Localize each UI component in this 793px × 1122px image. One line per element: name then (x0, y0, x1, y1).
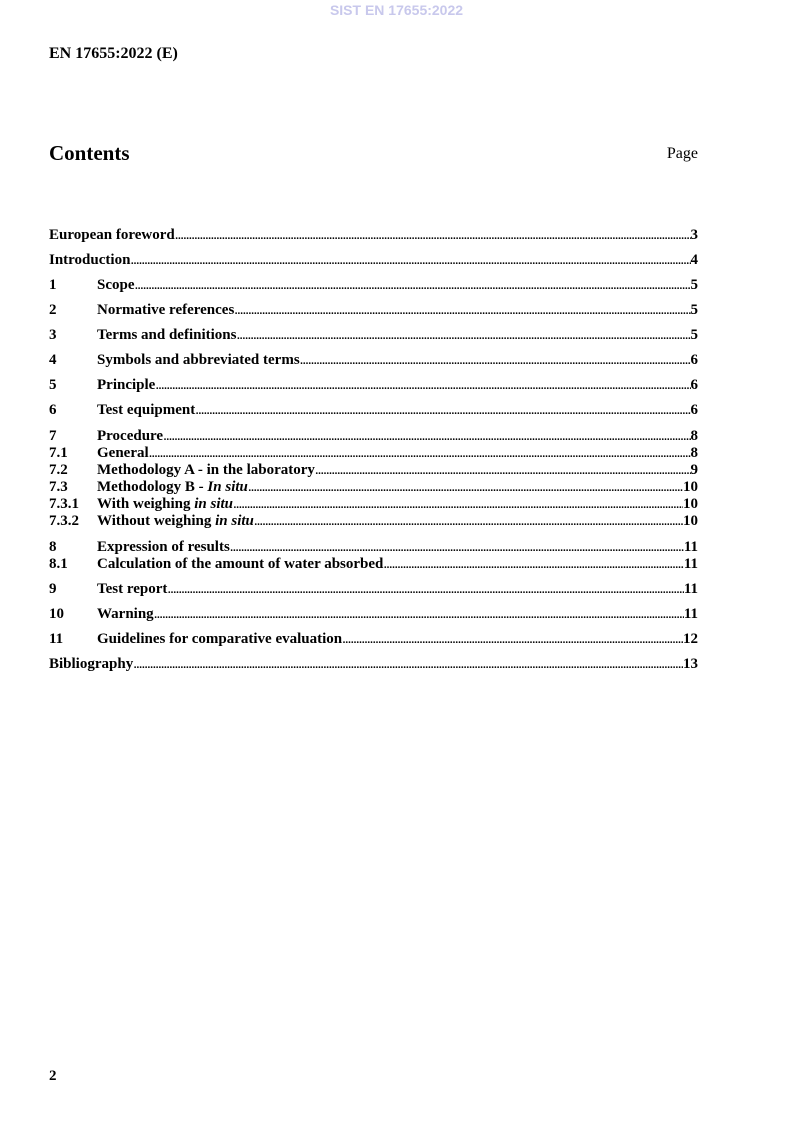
dot-leader (383, 556, 683, 573)
toc-entry-page: 3 (690, 227, 698, 243)
toc-entry-page: 5 (690, 327, 698, 343)
toc-entry-normative-references[interactable] (49, 302, 698, 319)
toc-entry-title: Test report (97, 581, 168, 597)
toc-entry-page: 10 (683, 479, 698, 495)
toc-entry-page: 5 (690, 302, 698, 318)
dot-leader (315, 462, 691, 479)
dot-leader (234, 302, 690, 319)
toc-entry-title: Symbols and abbreviated terms (97, 352, 300, 368)
toc-entry-page: 6 (690, 402, 698, 418)
document-id-header: EN 17655:2022 (E) (49, 45, 178, 62)
toc-entry-page: 13 (683, 656, 698, 672)
toc-entry-title: Bibliography (49, 656, 134, 672)
dot-leader (154, 606, 684, 623)
toc-entry-number: 4 (49, 352, 57, 368)
toc-entry-number: 7 (49, 428, 57, 444)
toc-entry-test-equipment[interactable] (49, 402, 698, 419)
toc-entry-title: With weighing in situ (97, 496, 234, 512)
dot-leader (195, 402, 690, 419)
toc-entry-number: 7.3.2 (49, 513, 79, 529)
toc-entry-title: Procedure (97, 428, 164, 444)
dot-leader (233, 496, 683, 513)
toc-entry-title: Principle (97, 377, 156, 393)
toc-entry-bibliography[interactable] (49, 656, 698, 673)
dot-leader (342, 631, 683, 648)
toc-entry-number: 6 (49, 402, 57, 418)
toc-entry-title: Normative references (97, 302, 235, 318)
toc-entry-number: 9 (49, 581, 57, 597)
dot-leader (254, 513, 683, 530)
contents-title: Contents (49, 141, 130, 165)
toc-entry-methodology-b[interactable] (49, 479, 698, 496)
toc-entry-page: 11 (683, 606, 698, 622)
dot-leader (230, 539, 684, 556)
toc-entry-general[interactable] (49, 445, 698, 462)
dot-leader (133, 656, 683, 673)
toc-entry-title: European foreword (49, 227, 175, 243)
toc-entry-expression-of-results[interactable] (49, 539, 698, 556)
toc-entry-warning[interactable] (49, 606, 698, 623)
toc-entry-title: Expression of results (97, 539, 230, 555)
toc-entry-number: 8 (49, 539, 57, 555)
table-of-contents (49, 227, 698, 673)
toc-entry-number: 7.1 (49, 445, 68, 461)
dot-leader (149, 445, 691, 462)
dot-leader (163, 428, 690, 445)
page-number: 2 (49, 1068, 57, 1084)
toc-entry-page: 5 (690, 277, 698, 293)
toc-entry-title: Scope (97, 277, 135, 293)
dot-leader (167, 581, 683, 598)
toc-entry-number: 1 (49, 277, 57, 293)
toc-entry-principle[interactable] (49, 377, 698, 394)
toc-entry-page: 11 (683, 539, 698, 555)
toc-entry-page: 10 (683, 496, 698, 512)
dot-leader (175, 227, 691, 244)
toc-entry-number: 7.2 (49, 462, 68, 478)
toc-entry-page: 11 (683, 581, 698, 597)
watermark: SIST EN 17655:2022 (329, 2, 464, 18)
toc-entry-page: 6 (690, 377, 698, 393)
toc-entry-calculation-of-water-absorbed[interactable] (49, 556, 698, 573)
toc-entry-page: 8 (690, 445, 698, 461)
toc-entry-title-italic: In situ (207, 479, 248, 495)
toc-entry-number: 2 (49, 302, 57, 318)
toc-entry-with-weighing-in-situ[interactable] (49, 496, 698, 513)
toc-entry-without-weighing-in-situ[interactable] (49, 513, 698, 530)
toc-entry-number: 7.3.1 (49, 496, 79, 512)
toc-entry-page: 11 (683, 556, 698, 572)
toc-entry-number: 11 (49, 631, 64, 647)
toc-entry-methodology-a[interactable] (49, 462, 698, 479)
toc-entry-procedure[interactable] (49, 428, 698, 445)
toc-entry-page: 12 (683, 631, 698, 647)
toc-entry-scope[interactable] (49, 277, 698, 294)
toc-entry-title: Guidelines for comparative evaluation (97, 631, 343, 647)
toc-entry-number: 8.1 (49, 556, 68, 572)
toc-entry-title: Warning (97, 606, 154, 622)
toc-entry-page: 6 (690, 352, 698, 368)
toc-entry-guidelines-for-comparative-evaluation[interactable] (49, 631, 698, 648)
toc-entry-title: Without weighing in situ (97, 513, 254, 529)
toc-entry-number: 5 (49, 377, 57, 393)
toc-entry-introduction[interactable] (49, 252, 698, 269)
toc-entry-symbols-and-abbreviated-terms[interactable] (49, 352, 698, 369)
toc-entry-title: Introduction (49, 252, 131, 268)
dot-leader (248, 479, 683, 496)
toc-entry-european-foreword[interactable] (49, 227, 698, 244)
toc-entry-test-report[interactable] (49, 581, 698, 598)
toc-entry-title: Methodology B - In situ (97, 479, 248, 495)
dot-leader (130, 252, 690, 269)
toc-entry-title-italic: in situ (194, 496, 234, 512)
toc-entry-number: 7.3 (49, 479, 68, 495)
toc-entry-page: 9 (690, 462, 698, 478)
page-column-label: Page (666, 145, 698, 162)
toc-entry-title: General (97, 445, 149, 461)
toc-entry-title: Test equipment (97, 402, 196, 418)
dot-leader (155, 377, 690, 394)
toc-entry-title: Calculation of the amount of water absorbed (97, 556, 384, 572)
toc-entry-number: 10 (49, 606, 64, 622)
toc-entry-page: 4 (690, 252, 698, 268)
dot-leader (300, 352, 691, 369)
toc-entry-title-italic: in situ (215, 513, 254, 529)
dot-leader (236, 327, 690, 344)
dot-leader (135, 277, 691, 294)
toc-entry-terms-and-definitions[interactable] (49, 327, 698, 344)
toc-entry-page: 8 (690, 428, 698, 444)
toc-entry-title: Methodology A - in the laboratory (97, 462, 315, 478)
toc-entry-number: 3 (49, 327, 57, 343)
toc-entry-page: 10 (683, 513, 698, 529)
toc-entry-title: Terms and definitions (97, 327, 237, 343)
